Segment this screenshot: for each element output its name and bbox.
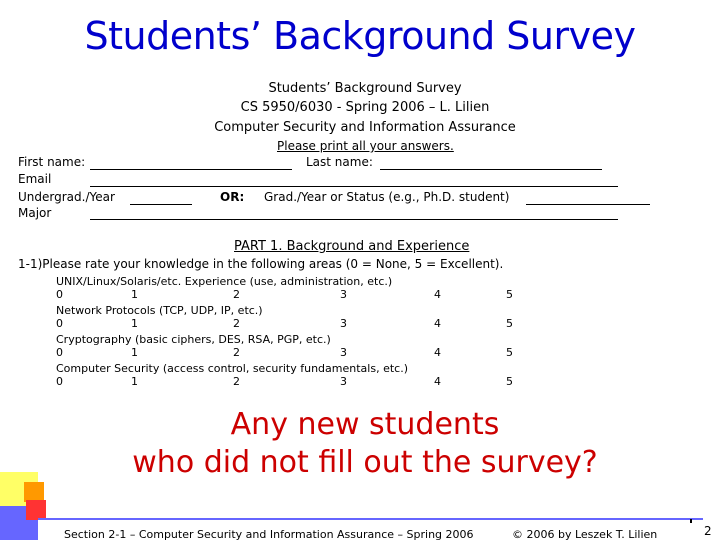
rating-option[interactable]: 1: [131, 375, 138, 388]
rating-option[interactable]: 5: [506, 288, 513, 301]
callout-line1: Any new students: [230, 407, 500, 442]
rating-option[interactable]: 3: [340, 346, 347, 359]
footer-left: Section 2-1 – Computer Security and Information Assurance – Spring 2006: [64, 528, 474, 541]
form-title: Students’ Background Survey: [268, 81, 462, 96]
rating-option[interactable]: 0: [56, 375, 63, 388]
rating-option[interactable]: 2: [233, 346, 240, 359]
form-instruction-text: Please print all your answers.: [277, 139, 454, 153]
rating-option[interactable]: 4: [434, 346, 441, 359]
footer-right: © 2006 by Leszek T. Lilien: [512, 528, 658, 541]
rating-option[interactable]: 2: [233, 317, 240, 330]
rating-option[interactable]: 0: [56, 317, 63, 330]
grad-blank[interactable]: [526, 204, 650, 205]
form-subject: Computer Security and Information Assurance: [214, 120, 516, 135]
rating-category: Network Protocols (TCP, UDP, IP, etc.): [56, 304, 263, 317]
part1-title: [234, 239, 469, 254]
rating-option[interactable]: 3: [340, 317, 347, 330]
rating-option[interactable]: 3: [340, 375, 347, 388]
form-course: CS 5950/6030 - Spring 2006 – L. Lilien: [240, 100, 490, 115]
rating-option[interactable]: 5: [506, 346, 513, 359]
undergrad-blank[interactable]: [130, 204, 192, 205]
first-name-blank[interactable]: [90, 169, 292, 170]
undergrad-label: Undergrad./Year: [18, 190, 115, 204]
slide-title: Students’ Background Survey: [84, 14, 636, 58]
callout-line2: who did not fill out the survey?: [132, 445, 598, 480]
question-text: 1-1)Please rate your knowledge in the following areas (0 = None, 5 = Excellent).: [18, 257, 504, 271]
deco-red-square: [26, 500, 46, 520]
rating-category: Computer Security (access control, security fundamentals, etc.): [56, 362, 408, 375]
rating-option[interactable]: 5: [506, 375, 513, 388]
rating-option[interactable]: 5: [506, 317, 513, 330]
last-name-label: Last name:: [306, 155, 373, 169]
rating-option[interactable]: 4: [434, 288, 441, 301]
deco-orange-square: [24, 482, 44, 502]
rating-option[interactable]: 1: [131, 288, 138, 301]
rating-option[interactable]: 0: [56, 346, 63, 359]
rating-option[interactable]: 1: [131, 317, 138, 330]
footer-tick: [690, 519, 692, 523]
rating-option[interactable]: 0: [56, 288, 63, 301]
callout: [0, 406, 720, 482]
rating-option[interactable]: 1: [131, 346, 138, 359]
rating-option[interactable]: 4: [434, 375, 441, 388]
footer-divider: [38, 518, 703, 520]
rating-option[interactable]: 4: [434, 317, 441, 330]
email-label: Email: [18, 172, 52, 186]
rating-option[interactable]: 3: [340, 288, 347, 301]
first-name-label: First name:: [18, 155, 86, 169]
or-label: OR:: [220, 190, 245, 204]
rating-category: UNIX/Linux/Solaris/etc. Experience (use, administration, etc.): [56, 275, 393, 288]
part1-title-text: PART 1. Background and Experience: [234, 239, 470, 254]
grad-label: Grad./Year or Status (e.g., Ph.D. student): [264, 190, 510, 204]
major-blank[interactable]: [90, 219, 618, 220]
rating-option[interactable]: 2: [233, 375, 240, 388]
rating-category: Cryptography (basic ciphers, DES, RSA, PGP, etc.): [56, 333, 331, 346]
page-number: 2: [704, 524, 712, 538]
major-label: Major: [18, 206, 52, 220]
email-blank[interactable]: [90, 186, 618, 187]
form-instruction: [277, 139, 454, 153]
rating-option[interactable]: 2: [233, 288, 240, 301]
last-name-blank[interactable]: [380, 169, 602, 170]
